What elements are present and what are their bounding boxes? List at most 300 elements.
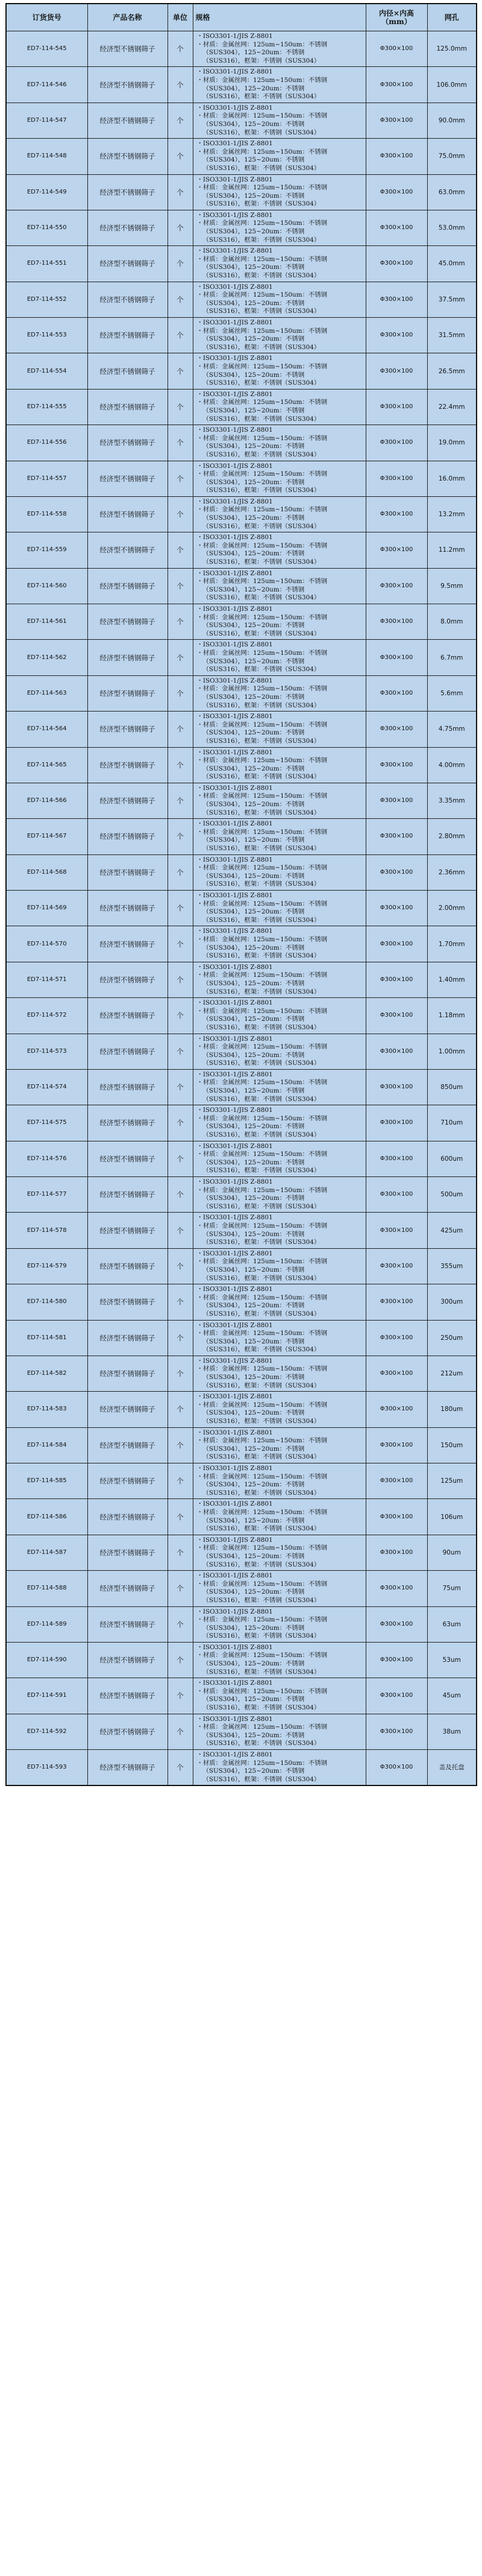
table-row [6,568,477,604]
mesh-cell: 26.5mm [427,353,477,389]
mesh-cell: 500um [427,1177,477,1213]
spec-line: （SUS304），125~20um：不锈钢 [202,1230,305,1238]
dimensions-cell: Φ300×100 [366,1356,427,1391]
spec-line: ・材质：金属丝网：125um~150um：不锈钢 [196,1473,328,1480]
spec-line: ・材质：金属丝网：125um~150um：不锈钢 [196,184,328,192]
product-name-cell: 经济型不锈钢筛子 [87,819,167,854]
spec-cell [193,783,366,818]
order-code-cell: ED7-114-550 [6,210,87,245]
mesh-cell: 150um [427,1427,477,1463]
dimensions-cell: Φ300×100 [366,1248,427,1284]
spec-cell [193,1571,366,1606]
spec-line: ・ISO3301-1/JIS Z-8801 [196,820,273,828]
unit-cell: 个 [167,891,193,926]
spec-line: （SUS304），125~20um：不锈钢 [202,729,305,737]
dimensions-cell: Φ300×100 [366,675,427,711]
product-name-cell: 经济型不锈钢筛子 [87,1141,167,1176]
dimensions-cell: Φ300×100 [366,1606,427,1642]
spec-line: （SUS316），框架：不锈钢（SUS304） [202,880,321,888]
unit-cell: 个 [167,318,193,353]
unit-cell: 个 [167,103,193,138]
order-code-cell: ED7-114-582 [6,1356,87,1391]
spec-line: （SUS304），125~20um：不锈钢 [202,1696,305,1703]
order-code-cell: ED7-114-589 [6,1606,87,1642]
dimensions-cell: Φ300×100 [366,1499,427,1535]
spec-line: ・ISO3301-1/JIS Z-8801 [196,1393,273,1401]
dimensions-cell: Φ300×100 [366,891,427,926]
spec-cell [193,1320,366,1356]
product-name-cell: 经济型不锈钢筛子 [87,1213,167,1248]
product-name-cell: 经济型不锈钢筛子 [87,246,167,282]
header-dimensions [366,4,427,31]
unit-cell: 个 [167,1571,193,1606]
mesh-cell: 125um [427,1463,477,1499]
spec-cell [193,712,366,747]
spec-line: （SUS316），框架：不锈钢（SUS304） [202,379,321,387]
spec-line: ・ISO3301-1/JIS Z-8801 [196,1106,273,1114]
product-name-cell: 经济型不锈钢筛子 [87,1248,167,1284]
spec-line: （SUS304），125~20um：不锈钢 [202,1051,305,1059]
table-row [6,962,477,997]
dimensions-cell: Φ300×100 [366,1213,427,1248]
spec-line: （SUS304），125~20um：不锈钢 [202,693,305,701]
unit-cell: 个 [167,1678,193,1714]
spec-line: （SUS304），125~20um：不锈钢 [202,586,305,593]
spec-cell [193,318,366,353]
spec-line: ・ISO3301-1/JIS Z-8801 [196,927,273,935]
spec-line: ・材质：金属丝网：125um~150um：不锈钢 [196,1151,328,1158]
unit-cell: 个 [167,1284,193,1320]
product-name-cell: 经济型不锈钢筛子 [87,532,167,568]
spec-line: （SUS304），125~20um：不锈钢 [202,765,305,772]
spec-cell [193,1284,366,1320]
dimensions-cell: Φ300×100 [366,640,427,675]
dimensions-cell: Φ300×100 [366,425,427,461]
table-row [6,1141,477,1176]
spec-cell [193,891,366,926]
table-row [6,926,477,962]
mesh-cell: 37.5mm [427,282,477,317]
spec-line: （SUS304），125~20um：不锈钢 [202,49,305,57]
product-name-cell: 经济型不锈钢筛子 [87,318,167,353]
order-code-cell: ED7-114-569 [6,891,87,926]
unit-cell: 个 [167,1499,193,1535]
order-code-cell: ED7-114-574 [6,1069,87,1105]
dimensions-cell: Φ300×100 [366,1714,427,1749]
unit-cell: 个 [167,532,193,568]
spec-cell [193,67,366,103]
table-row [6,712,477,747]
spec-cell [193,962,366,997]
spec-line: ・ISO3301-1/JIS Z-8801 [196,1357,273,1365]
spec-line: （SUS304），125~20um：不锈钢 [202,1015,305,1023]
spec-line: （SUS316），框架：不锈钢（SUS304） [202,1167,321,1175]
dimensions-cell: Φ300×100 [366,1392,427,1427]
mesh-cell: 90.0mm [427,103,477,138]
product-name-cell: 经济型不锈钢筛子 [87,568,167,604]
table-body [6,31,477,1786]
spec-line: ・材质：金属丝网：125um~150um：不锈钢 [196,1079,328,1087]
order-code-cell: ED7-114-564 [6,712,87,747]
mesh-cell: 45.0mm [427,246,477,282]
dimensions-cell: Φ300×100 [366,998,427,1034]
spec-line: （SUS304），125~20um：不锈钢 [202,478,305,486]
spec-line: （SUS316），框架：不锈钢（SUS304） [202,558,321,566]
product-name-cell: 经济型不锈钢筛子 [87,675,167,711]
order-code-cell: ED7-114-591 [6,1678,87,1714]
spec-line: （SUS304），125~20um：不锈钢 [202,371,305,379]
spec-cell [193,1750,366,1786]
table-row [6,389,477,425]
table-row [6,1678,477,1714]
order-code-cell: ED7-114-585 [6,1463,87,1499]
dimensions-cell: Φ300×100 [366,210,427,245]
product-name-cell: 经济型不锈钢筛子 [87,640,167,675]
table-row [6,1392,477,1427]
order-code-cell: ED7-114-555 [6,389,87,425]
spec-line: （SUS316），框架：不锈钢（SUS304） [202,1596,321,1604]
spec-cell [193,1606,366,1642]
product-name-cell: 经济型不锈钢筛子 [87,1642,167,1678]
spec-line: ・ISO3301-1/JIS Z-8801 [196,534,273,541]
unit-cell: 个 [167,1248,193,1284]
unit-cell: 个 [167,282,193,317]
product-name-cell: 经济型不锈钢筛子 [87,712,167,747]
mesh-cell: 63.0mm [427,174,477,210]
spec-line: （SUS316），框架：不锈钢（SUS304） [202,737,321,745]
table-row [6,1177,477,1213]
unit-cell: 个 [167,1141,193,1176]
spec-line: （SUS316），框架：不锈钢（SUS304） [202,236,321,244]
product-name-cell: 经济型不锈钢筛子 [87,282,167,317]
product-name-cell: 经济型不锈钢筛子 [87,1463,167,1499]
mesh-cell: 5.6mm [427,675,477,711]
spec-cell [193,675,366,711]
product-name-cell: 经济型不锈钢筛子 [87,1606,167,1642]
spec-line: ・材质：金属丝网：125um~150um：不锈钢 [196,76,328,84]
mesh-cell: 2.36mm [427,854,477,890]
dimensions-cell: Φ300×100 [366,1750,427,1786]
unit-cell: 个 [167,675,193,711]
spec-cell [193,1069,366,1105]
spec-line: （SUS304），125~20um：不锈钢 [202,514,305,522]
spec-line: （SUS316），框架：不锈钢（SUS304） [202,343,321,351]
dimensions-cell: Φ300×100 [366,139,427,174]
unit-cell: 个 [167,747,193,783]
dimensions-cell: Φ300×100 [366,712,427,747]
spec-line: （SUS316），框架：不锈钢（SUS304） [202,128,321,136]
order-code-cell: ED7-114-561 [6,604,87,640]
spec-line: ・ISO3301-1/JIS Z-8801 [196,426,273,434]
product-name-cell: 经济型不锈钢筛子 [87,1750,167,1786]
mesh-cell: 13.2mm [427,496,477,532]
spec-line: ・ISO3301-1/JIS Z-8801 [196,1679,273,1687]
spec-line: （SUS316），框架：不锈钢（SUS304） [202,415,321,423]
spec-line: ・材质：金属丝网：125um~150um：不锈钢 [196,399,328,406]
table-row [6,747,477,783]
mesh-cell: 16.0mm [427,461,477,496]
spec-line: ・ISO3301-1/JIS Z-8801 [196,1643,273,1651]
dimensions-cell: Φ300×100 [366,854,427,890]
unit-cell: 个 [167,389,193,425]
spec-line: ・材质：金属丝网：125um~150um：不锈钢 [196,255,328,263]
order-code-cell: ED7-114-557 [6,461,87,496]
spec-line: （SUS304），125~20um：不锈钢 [202,1445,305,1453]
unit-cell: 个 [167,783,193,818]
dimensions-cell: Φ300×100 [366,962,427,997]
dimensions-cell: Φ300×100 [366,604,427,640]
spec-line: ・ISO3301-1/JIS Z-8801 [196,283,273,291]
unit-cell: 个 [167,962,193,997]
product-name-cell: 经济型不锈钢筛子 [87,1535,167,1570]
mesh-cell: 9.5mm [427,568,477,604]
unit-cell: 个 [167,353,193,389]
dimensions-cell: Φ300×100 [366,31,427,67]
spec-line: （SUS304），125~20um：不锈钢 [202,979,305,987]
mesh-cell: 38um [427,1714,477,1749]
spec-line: （SUS316），框架：不锈钢（SUS304） [202,701,321,709]
mesh-cell: 1.70mm [427,926,477,962]
table-row [6,1320,477,1356]
spec-line: ・ISO3301-1/JIS Z-8801 [196,104,273,112]
unit-cell: 个 [167,1177,193,1213]
spec-line: ・材质：金属丝网：125um~150um：不锈钢 [196,1043,328,1051]
order-code-cell: ED7-114-546 [6,67,87,103]
spec-line: ・ISO3301-1/JIS Z-8801 [196,1142,273,1150]
table-row [6,1714,477,1749]
spec-line: ・材质：金属丝网：125um~150um：不锈钢 [196,1544,328,1552]
spec-line: （SUS316），框架：不锈钢（SUS304） [202,916,321,924]
table-row [6,103,477,138]
unit-cell: 个 [167,819,193,854]
spec-line: ・ISO3301-1/JIS Z-8801 [196,1715,273,1723]
order-code-cell: ED7-114-576 [6,1141,87,1176]
mesh-cell: 19.0mm [427,425,477,461]
order-code-cell: ED7-114-548 [6,139,87,174]
spec-line: （SUS304），125~20um：不锈钢 [202,1517,305,1524]
dimensions-cell: Φ300×100 [366,1105,427,1141]
table-row [6,1642,477,1678]
order-code-cell: ED7-114-565 [6,747,87,783]
order-code-cell: ED7-114-547 [6,103,87,138]
table-row [6,1606,477,1642]
unit-cell: 个 [167,139,193,174]
dimensions-cell: Φ300×100 [366,747,427,783]
dimensions-cell: Φ300×100 [366,532,427,568]
spec-line: ・材质：金属丝网：125um~150um：不锈钢 [196,1293,328,1301]
product-name-cell: 经济型不锈钢筛子 [87,67,167,103]
spec-line: （SUS304），125~20um：不锈钢 [202,1337,305,1345]
spec-line: ・ISO3301-1/JIS Z-8801 [196,1070,273,1078]
unit-cell: 个 [167,1105,193,1141]
spec-line: （SUS304），125~20um：不锈钢 [202,550,305,558]
spec-line: ・ISO3301-1/JIS Z-8801 [196,1321,273,1329]
table-row [6,1750,477,1786]
product-name-cell: 经济型不锈钢筛子 [87,891,167,926]
product-name-cell: 经济型不锈钢筛子 [87,1714,167,1749]
dimensions-cell: Φ300×100 [366,174,427,210]
unit-cell: 个 [167,1714,193,1749]
table-row [6,67,477,103]
spec-line: ・材质：金属丝网：125um~150um：不锈钢 [196,1365,328,1373]
spec-cell [193,139,366,174]
spec-line: （SUS304），125~20um：不锈钢 [202,335,305,343]
unit-cell: 个 [167,1750,193,1786]
spec-cell [193,389,366,425]
product-name-cell: 经济型不锈钢筛子 [87,1105,167,1141]
mesh-cell: 850um [427,1069,477,1105]
mesh-cell: 45um [427,1678,477,1714]
spec-line: ・材质：金属丝网：125um~150um：不锈钢 [196,1330,328,1337]
table-row [6,1356,477,1391]
spec-line: （SUS316），框架：不锈钢（SUS304） [202,164,321,172]
spec-line: ・ISO3301-1/JIS Z-8801 [196,748,273,756]
spec-line: （SUS304），125~20um：不锈钢 [202,1123,305,1131]
spec-line: ・ISO3301-1/JIS Z-8801 [196,1214,273,1222]
unit-cell: 个 [167,210,193,245]
order-code-cell: ED7-114-568 [6,854,87,890]
spec-line: ・材质：金属丝网：125um~150um：不锈钢 [196,900,328,908]
order-code-cell: ED7-114-551 [6,246,87,282]
spec-line: （SUS304），125~20um：不锈钢 [202,228,305,236]
product-name-cell: 经济型不锈钢筛子 [87,103,167,138]
mesh-cell: 710um [427,1105,477,1141]
spec-cell [193,174,366,210]
spec-line: ・材质：金属丝网：125um~150um：不锈钢 [196,1652,328,1659]
spec-line: ・材质：金属丝网：125um~150um：不锈钢 [196,578,328,586]
spec-line: ・材质：金属丝网：125um~150um：不锈钢 [196,649,328,657]
table-row [6,604,477,640]
unit-cell: 个 [167,1213,193,1248]
unit-cell: 个 [167,712,193,747]
order-code-cell: ED7-114-578 [6,1213,87,1248]
spec-line: （SUS316），框架：不锈钢（SUS304） [202,1489,321,1497]
mesh-cell: 1.18mm [427,998,477,1034]
table-row [6,1105,477,1141]
spec-line: （SUS316），框架：不锈钢（SUS304） [202,1632,321,1640]
mesh-cell: 11.2mm [427,532,477,568]
spec-line: （SUS304），125~20um：不锈钢 [202,443,305,450]
unit-cell: 个 [167,1463,193,1499]
spec-line: （SUS304），125~20um：不锈钢 [202,1266,305,1274]
spec-line: （SUS304），125~20um：不锈钢 [202,872,305,880]
spec-line: （SUS316），框架：不锈钢（SUS304） [202,1704,321,1712]
spec-cell [193,1105,366,1141]
spec-line: （SUS316），框架：不锈钢（SUS304） [202,666,321,674]
spec-cell [193,246,366,282]
dimensions-cell: Φ300×100 [366,389,427,425]
spec-line: （SUS316），框架：不锈钢（SUS304） [202,1202,321,1210]
spec-line: （SUS304），125~20um：不锈钢 [202,156,305,164]
product-name-cell: 经济型不锈钢筛子 [87,139,167,174]
spec-line: ・材质：金属丝网：125um~150um：不锈钢 [196,506,328,514]
dimensions-cell: Φ300×100 [366,1427,427,1463]
unit-cell: 个 [167,174,193,210]
spec-line: ・ISO3301-1/JIS Z-8801 [196,1536,273,1544]
mesh-cell: 106.0mm [427,67,477,103]
spec-cell [193,103,366,138]
dimensions-cell: Φ300×100 [366,1320,427,1356]
spec-line: （SUS304），125~20um：不锈钢 [202,299,305,307]
table-row [6,210,477,245]
spec-line: （SUS304），125~20um：不锈钢 [202,406,305,414]
spec-cell [193,1213,366,1248]
mesh-cell: 4.75mm [427,712,477,747]
spec-line: ・ISO3301-1/JIS Z-8801 [196,1500,273,1508]
table-row [6,819,477,854]
dimensions-cell: Φ300×100 [366,783,427,818]
unit-cell: 个 [167,1356,193,1391]
unit-cell: 个 [167,67,193,103]
table-row [6,496,477,532]
spec-line: （SUS316），框架：不锈钢（SUS304） [202,1418,321,1425]
spec-line: （SUS304），125~20um：不锈钢 [202,1158,305,1166]
product-name-cell: 经济型不锈钢筛子 [87,1177,167,1213]
order-code-cell: ED7-114-590 [6,1642,87,1678]
spec-line: ・ISO3301-1/JIS Z-8801 [196,247,273,255]
table-row [6,640,477,675]
unit-cell: 个 [167,496,193,532]
dimensions-cell: Φ300×100 [366,496,427,532]
product-name-cell: 经济型不锈钢筛子 [87,1284,167,1320]
order-code-cell: ED7-114-556 [6,425,87,461]
table-row [6,139,477,174]
spec-line: ・材质：金属丝网：125um~150um：不锈钢 [196,1616,328,1624]
spec-line: （SUS304），125~20um：不锈钢 [202,1409,305,1417]
spec-cell [193,461,366,496]
dimensions-cell: Φ300×100 [366,246,427,282]
table-row [6,675,477,711]
spec-line: ・材质：金属丝网：125um~150um：不锈钢 [196,1258,328,1266]
table-row [6,425,477,461]
product-name-cell: 经济型不锈钢筛子 [87,854,167,890]
product-name-cell: 经济型不锈钢筛子 [87,1069,167,1105]
spec-cell [193,1499,366,1535]
dimensions-cell: Φ300×100 [366,1177,427,1213]
dimensions-cell: Φ300×100 [366,1678,427,1714]
spec-cell [193,747,366,783]
spec-line: （SUS304），125~20um：不锈钢 [202,944,305,952]
order-code-cell: ED7-114-567 [6,819,87,854]
table-row [6,1284,477,1320]
spec-line: （SUS316），框架：不锈钢（SUS304） [202,1274,321,1282]
spec-line: （SUS304），125~20um：不锈钢 [202,657,305,665]
spec-line: ・ISO3301-1/JIS Z-8801 [196,892,273,899]
spec-line: ・材质：金属丝网：125um~150um：不锈钢 [196,470,328,478]
spec-cell [193,210,366,245]
mesh-cell: 31.5mm [427,318,477,353]
product-name-cell: 经济型不锈钢筛子 [87,425,167,461]
order-code-cell: ED7-114-563 [6,675,87,711]
dimensions-cell: Φ300×100 [366,1284,427,1320]
spec-line: （SUS316），框架：不锈钢（SUS304） [202,1131,321,1139]
table-row [6,353,477,389]
dimensions-cell: Φ300×100 [366,353,427,389]
spec-cell [193,1356,366,1391]
order-code-cell: ED7-114-587 [6,1535,87,1570]
header-dimensions-line2: （mm） [381,17,412,26]
spec-line: ・材质：金属丝网：125um~150um：不锈钢 [196,1508,328,1516]
product-name-cell: 经济型不锈钢筛子 [87,1320,167,1356]
order-code-cell: ED7-114-583 [6,1392,87,1427]
unit-cell: 个 [167,1392,193,1427]
spec-cell [193,854,366,890]
mesh-cell: 425um [427,1213,477,1248]
mesh-cell: 250um [427,1320,477,1356]
table-row [6,891,477,926]
spec-line: ・ISO3301-1/JIS Z-8801 [196,1035,273,1043]
unit-cell: 个 [167,461,193,496]
